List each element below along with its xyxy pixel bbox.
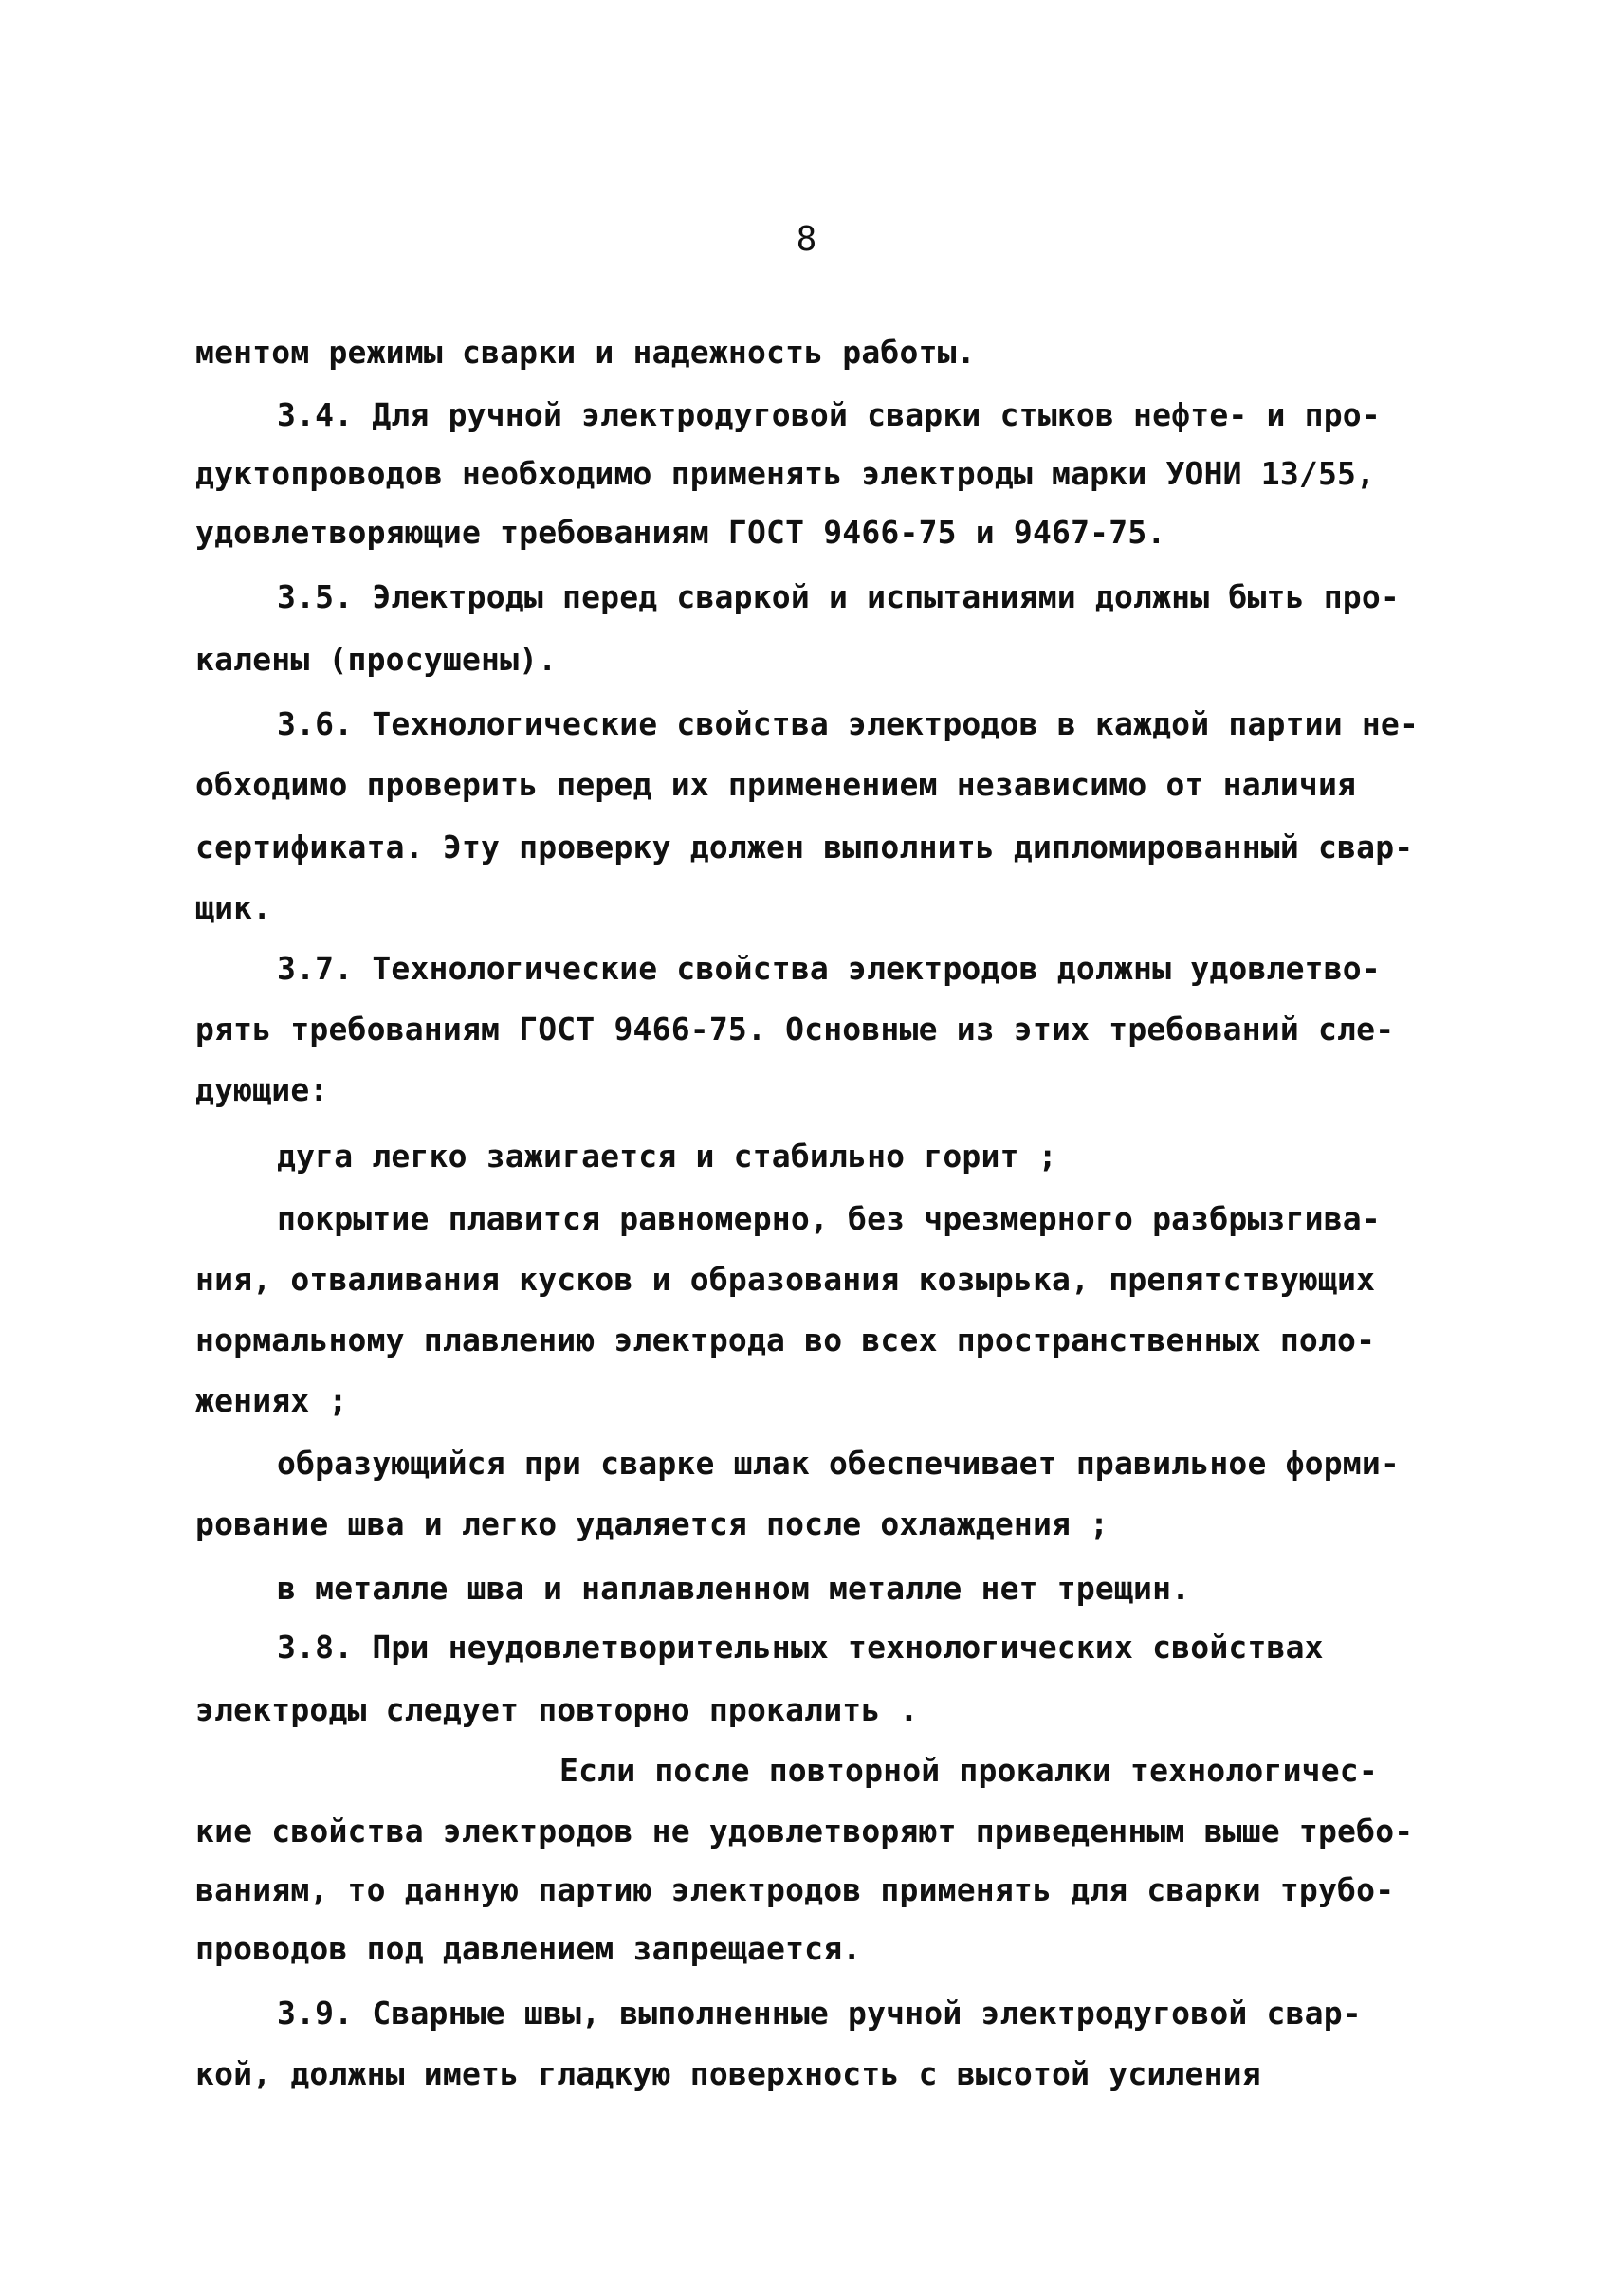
text-line: 3.8. При неудовлетворительных технологических свойствах <box>277 1629 1324 1666</box>
text-line: нормальному плавлению электрода во всех пространственных поло- <box>195 1321 1376 1358</box>
text-line: 3.6. Технологические свойства электродов в каждой партии не- <box>277 705 1420 742</box>
text-line: ния, отваливания кусков и образования козырька, препятствующих <box>195 1261 1376 1298</box>
text-line: образующийся при сварке шлак обеспечивает правильное форми- <box>277 1445 1400 1482</box>
text-line: рование шва и легко удаляется после охлаждения ; <box>195 1505 1109 1542</box>
text-line: обходимо проверить перед их применением независимо от наличия <box>195 766 1357 803</box>
text-line: 3.7. Технологические свойства электродов должны удовлетво- <box>277 950 1381 987</box>
text-line: проводов под давлением запрещается. <box>195 1930 862 1967</box>
text-line: калены (просушены). <box>195 641 558 678</box>
text-line: электроды следует повторно прокалить . <box>195 1691 919 1728</box>
text-line: 3.9. Сварные швы, выполненные ручной электродуговой свар- <box>277 1995 1362 2032</box>
page-number: 8 <box>796 220 817 259</box>
text-line: дуга легко зажигается и стабильно горит ; <box>277 1138 1057 1175</box>
text-line: сертификата. Эту проверку должен выполнить дипломированный свар- <box>195 829 1414 866</box>
text-line: щик. <box>195 889 272 926</box>
text-line: Если после повторной прокалки технологичес- <box>559 1752 1378 1789</box>
text-line: 3.4. Для ручной электродуговой сварки стыков нефте- и про- <box>277 396 1381 433</box>
text-line: ваниям, то данную партию электродов применять для сварки трубо- <box>195 1871 1395 1908</box>
text-line: ментом режимы сварки и надежность работы. <box>195 334 976 371</box>
text-line: в металле шва и наплавленном металле нет трещин. <box>277 1570 1191 1607</box>
text-line: дующие: <box>195 1071 329 1108</box>
text-line: рять требованиям ГОСТ 9466-75. Основные из этих требований сле- <box>195 1011 1395 1048</box>
text-line: кие свойства электродов не удовлетворяют приведенным выше требо- <box>195 1813 1414 1850</box>
text-line: покрытие плавится равномерно, без чрезмерного разбрызгива- <box>277 1200 1381 1237</box>
text-line: дуктопроводов необходимо применять электроды марки УОНИ 13/55, <box>195 455 1376 492</box>
text-line: кой, должны иметь гладкую поверхность с высотой усиления <box>195 2055 1261 2092</box>
text-line: жениях ; <box>195 1382 348 1419</box>
text-line: 3.5. Электроды перед сваркой и испытаниями должны быть про- <box>277 578 1400 615</box>
text-line: удовлетворяющие требованиям ГОСТ 9466-75 и 9467-75. <box>195 514 1166 551</box>
